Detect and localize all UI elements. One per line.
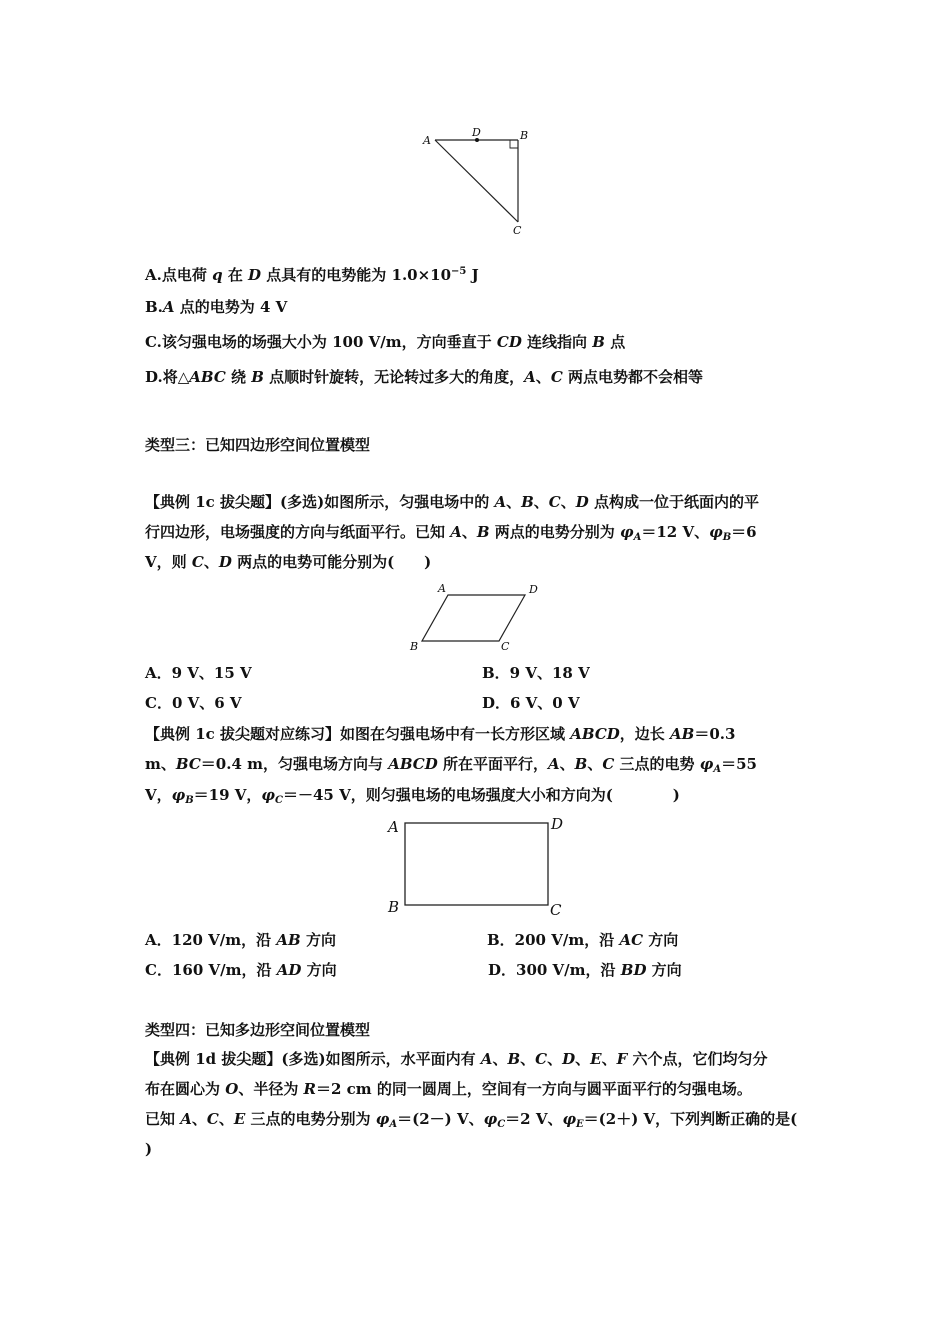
- label-c: C: [501, 640, 510, 653]
- example-1d-line4: ): [145, 1140, 153, 1158]
- option-1b: B.A 点的电势为 4 V: [145, 298, 288, 316]
- label-d: D: [529, 583, 538, 596]
- option-3a: A．120 V/m，沿 AB 方向: [145, 931, 336, 949]
- label-b: B: [520, 129, 529, 142]
- example-1d-line2: 布在圆心为 O、半径为 R＝2 cm 的同一圆周上，空间有一方向与圆平面平行的匀强电场。: [145, 1080, 752, 1098]
- section-heading-4: 类型四：已知多边形空间位置模型: [145, 1021, 371, 1039]
- option-1d: D.将△ABC 绕 B 点顺时针旋转，无论转过多大的角度，A、C 两点电势都不会相等: [145, 368, 703, 386]
- label-a: A: [388, 818, 399, 836]
- example-1d-line1: 【典例 1d 拔尖题】(多选)如图所示，水平面内有 A、B、C、D、E、F 六个点，它们均匀分: [145, 1050, 768, 1068]
- option-1c: C.该匀强电场的场强大小为 100 V/m，方向垂直于 CD 连线指向 B 点: [145, 333, 626, 351]
- label-a: A: [423, 134, 431, 147]
- option-1a: A.点电荷 q 在 D 点具有的电势能为 $1.0\times 10^{-5}$ J: [145, 266, 479, 284]
- example-1c-line3: V，则 C、D 两点的电势可能分别为( ): [145, 553, 432, 571]
- example-1d-line3: 已知 A、C、E 三点的电势分别为 $\varphi_A=(2-)$ V、$\varphi_C=2$ V、$\varphi_E=(2+)$ V，下列判断正确的是(: [145, 1110, 798, 1130]
- triangle-figure: [415, 125, 545, 240]
- option-2d: D．6 V、0 V: [482, 694, 580, 712]
- option-3d: D．300 V/m，沿 BD 方向: [488, 961, 682, 979]
- label-b: B: [388, 898, 400, 916]
- example-1c-line2: 行四边形，电场强度的方向与纸面平行。已知 A、B 两点的电势分别为 $\varphi_A=12$ V、$\varphi_B=6$: [145, 523, 757, 543]
- option-2b: B．9 V、18 V: [482, 664, 590, 682]
- section-heading-3: 类型三：已知四边形空间位置模型: [145, 436, 371, 454]
- label-d: D: [472, 126, 481, 139]
- option-3c: C．160 V/m，沿 AD 方向: [145, 961, 337, 979]
- option-3b: B．200 V/m，沿 AC 方向: [487, 931, 679, 949]
- practice-line2: m、BC＝0.4 m，匀强电场方向与 ABCD 所在平面平行，A、B、C 三点的电势 $\varphi_A=55$: [145, 755, 757, 775]
- option-2a: A．9 V、15 V: [145, 664, 252, 682]
- label-d: D: [551, 815, 564, 833]
- label-c: C: [513, 224, 522, 237]
- rectangle-figure: [385, 812, 575, 922]
- example-1c-line1: 【典例 1c 拔尖题】(多选)如图所示，匀强电场中的 A、B、C、D 点构成一位于纸面内的平: [145, 493, 760, 511]
- practice-line3: V，$\varphi_B=19$ V，$\varphi_C=-45$ V，则匀强电场的电场强度大小和方向为( ): [145, 786, 680, 806]
- practice-line1: 【典例 1c 拔尖题对应练习】如图在匀强电场中有一长方形区域 ABCD，边长 AB＝0.3: [145, 725, 736, 743]
- label-c: C: [550, 901, 562, 919]
- option-2c: C．0 V、6 V: [145, 694, 242, 712]
- parallelogram-figure: [405, 580, 555, 655]
- label-b: B: [410, 640, 419, 653]
- label-a: A: [438, 582, 446, 595]
